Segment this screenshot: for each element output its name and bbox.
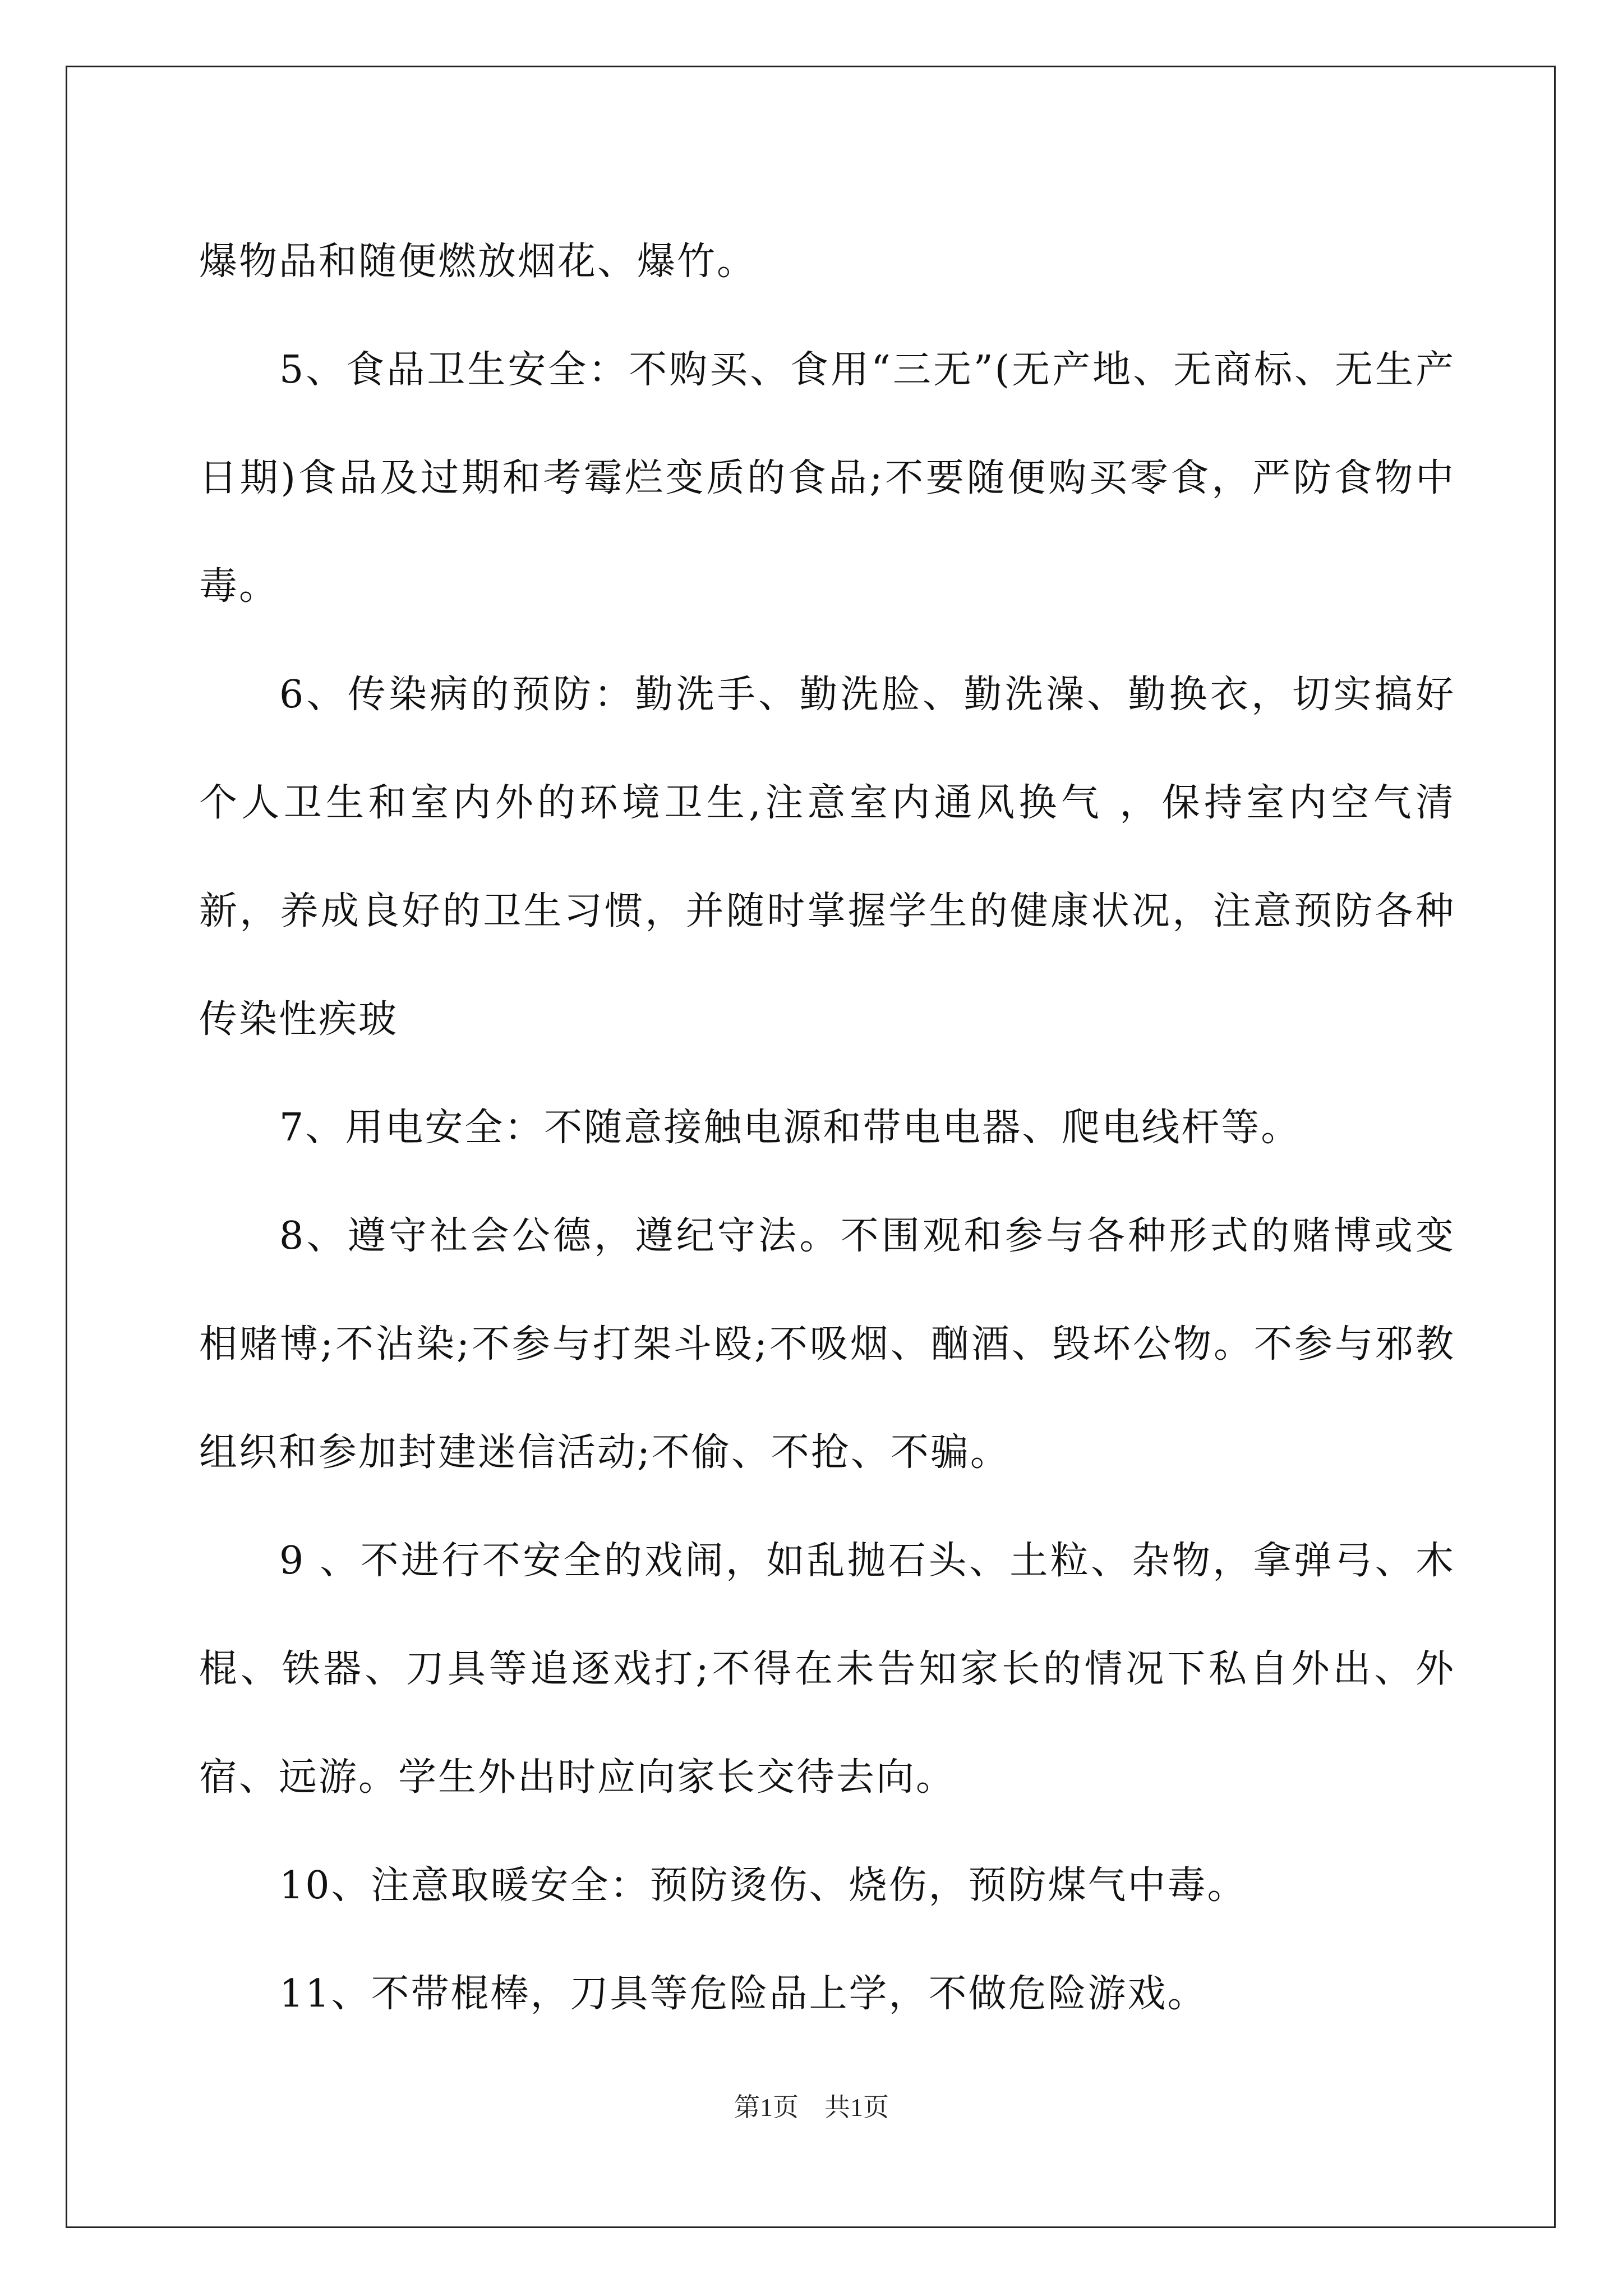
paragraph: 7、用电安全：不随意接触电源和带电电器、爬电线杆等。 [279,1106,1301,1150]
paragraph: 8、遵守社会公德，遵纪守法。不围观和参与各种形式的赌博或变相赌博;不沾染;不参与打架斗殴;不吸烟、酗酒、毁坏公物。不参与邪教组织和参加封建迷信活动;不偷、不抢、不骗。 [199,1214,1455,1475]
paragraph: 9 、不进行不安全的戏闹，如乱抛石头、土粒、杂物，拿弹弓、木棍、铁器、刀具等追逐戏打;不得在未告知家长的情况下私自外出、外宿、远游。学生外出时应向家长交待去向。 [199,1539,1455,1800]
page-footer: 第1页 共1页 [734,2093,889,2122]
paragraph: 11、不带棍棒，刀具等危险品上学，不做危险游戏。 [279,1972,1207,2016]
document-body [199,208,1455,2048]
paragraph: 10、注意取暖安全：预防烫伤、烧伤，预防煤气中毒。 [279,1864,1247,1908]
paragraph: 爆物品和随便燃放烟花、爆竹。 [199,240,757,284]
paragraph: 5、食品卫生安全：不购买、食用“三无”(无产地、无商标、无生产日期)食品及过期和考霉烂变质的食品;不要随便购买零食，严防食物中毒。 [199,348,1455,609]
paragraph: 6、传染病的预防：勤洗手、勤洗脸、勤洗澡、勤换衣，切实搞好个人卫生和室内外的环境卫生,注意室内通风换气 ，保持室内空气清新，养成良好的卫生习惯，并随时掌握学生的健康状况，注意预防各种传染性疾玻 [199,673,1455,1042]
